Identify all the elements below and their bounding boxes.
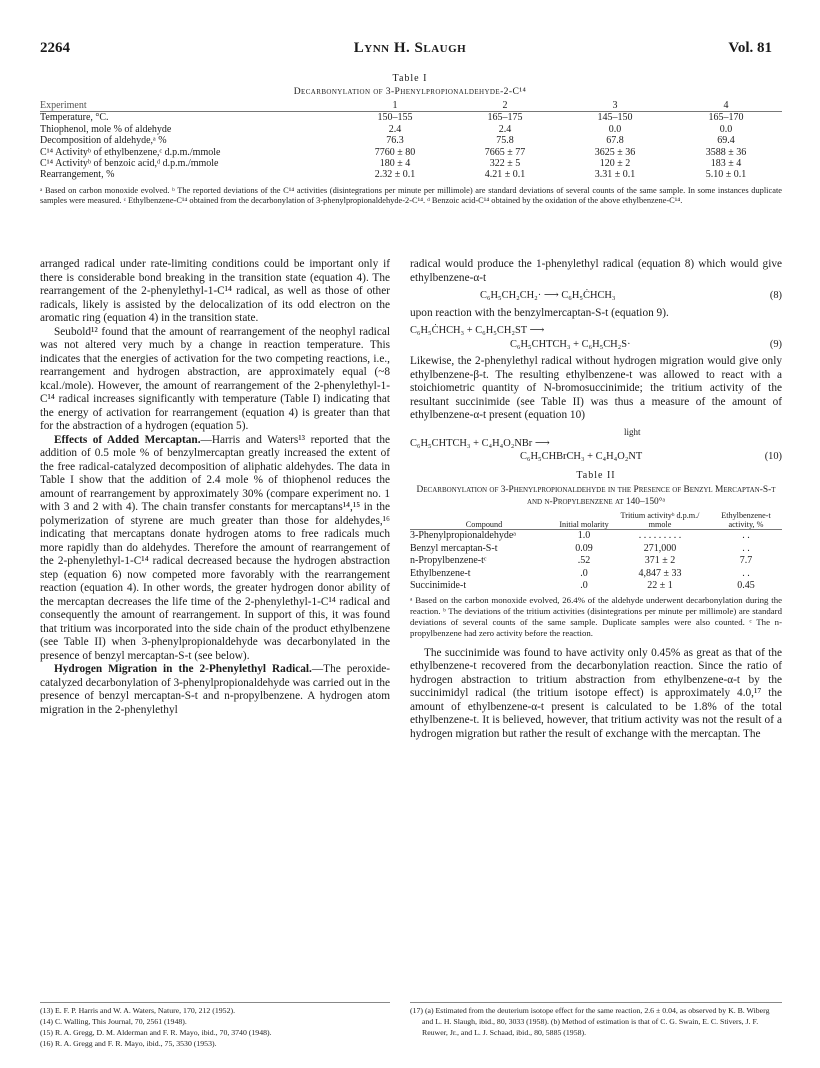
table1-cell: 183 ± 4 xyxy=(710,157,742,169)
table1-row-label: C¹⁴ Activityᵇ of benzoic acid,ᵈ d.p.m./mmole xyxy=(40,157,219,169)
table1-cell: 69.4 xyxy=(717,135,735,147)
volume-number: Vol. 81 xyxy=(728,40,772,56)
table1-row-label: Decomposition of aldehyde,ᵃ % xyxy=(40,135,167,147)
table2-cell: .0 xyxy=(580,567,588,579)
table2-cell: 22 ± 1 xyxy=(647,580,673,592)
table1-cell: 3588 ± 36 xyxy=(705,146,747,158)
equation-text: C₆H₅CHBrCH₃ + C₄H₄O₂NT xyxy=(520,451,643,462)
table1-cell: 76.3 xyxy=(386,135,404,147)
table2-row xyxy=(410,530,782,543)
table1 xyxy=(40,100,782,181)
page-number: 2264 xyxy=(40,40,70,56)
table1-cell: 322 ± 5 xyxy=(489,157,521,169)
table1-row-label: C¹⁴ Activityᵇ of ethylbenzene,ᶜ d.p.m./mmole xyxy=(40,146,221,158)
section-heading: Hydrogen Migration in the 2-Phenylethyl Radical. xyxy=(54,663,312,675)
table2-title: Decarbonylation of 3-Phenylpropionaldehyde in the Presence of Benzyl Mercaptan-S-t and n-Propylbenzene at 140–150°ᵃ xyxy=(416,485,776,507)
table1-row xyxy=(40,112,782,124)
table2-cell: .52 xyxy=(577,555,591,567)
footnotes-right xyxy=(410,1002,782,1038)
table2-cell: .0 xyxy=(580,580,588,592)
table1-cell: 2.4 xyxy=(388,123,402,135)
table1-row xyxy=(40,169,782,180)
footnotes-left xyxy=(40,1002,390,1049)
paragraph xyxy=(40,434,390,664)
table1-cell: 75.8 xyxy=(496,135,514,147)
equation-number: (9) xyxy=(769,338,782,350)
table2-row-label: Ethylbenzene-t xyxy=(410,567,471,579)
table1-cell: 2.32 ± 0.1 xyxy=(374,169,416,181)
table1-header-cell: Experiment xyxy=(40,100,340,112)
table1-cell: 3625 ± 36 xyxy=(594,146,636,158)
table1-header-cell: 2 xyxy=(450,100,560,112)
table2-cell: 1.0 xyxy=(577,530,591,541)
table2-cell: 0.45 xyxy=(737,580,755,592)
table1-row xyxy=(40,147,782,158)
table1-header-cell: 1 xyxy=(340,100,450,112)
equation-10 xyxy=(410,427,782,464)
table1-cell: 67.8 xyxy=(606,135,624,147)
paragraph-text: —The peroxide-catalyzed decarbonylation of 3-phenylpropionaldehyde was carried out in the presence of benzyl mercaptan-S-t and n-propylbenzene. A hydrogen atom migration in the 2-phenylethyl xyxy=(40,663,391,716)
equation-text: C₆H₅CHTCH₃ + C₄H₄O₂NBr ⟶ xyxy=(410,437,550,449)
footnote: (13) E. F. P. Harris and W. A. Waters, Nature, 170, 212 (1952). xyxy=(40,1006,236,1015)
table1-row xyxy=(40,135,782,146)
table1-row-label: Rearrangement, % xyxy=(40,169,115,181)
table2-cell: . . xyxy=(742,530,750,541)
table2-header-row xyxy=(410,511,782,530)
right-column xyxy=(410,258,782,741)
table1-notes: ᵃ Based on carbon monoxide evolved. ᵇ The reported deviations of the C¹⁴ activities (disintegrations per minute per millimole) are standard deviations of several counts of the same sample. In some instances duplicate samples were measured. ᶜ Ethylbenzene-C¹⁴ obtained from the decarbonylation of 3-phenylpropionaldehyde-2-C¹⁴. ᵈ Benzoic acid-C¹⁴ obtained by the oxidation of the above ethylbenzene-C¹⁴. xyxy=(40,186,782,205)
equation-text: C₆H₅ĊHCH₃ + C₆H₅CH₂ST ⟶ xyxy=(410,325,545,336)
paragraph: Likewise, the 2-phenylethyl radical without hydrogen migration would give only ethylbenzene-β-t. The resulting ethylbenzene-t was allowed to react with a stoichiometric quantity of N-bromosuccinimide; the tritium activity of the resultant succinimide (see Table II) was thus a measure of the amount of ethylbenzene-α-t present (equation 10) xyxy=(410,355,782,421)
table1-header-cell: 4 xyxy=(670,100,782,112)
table2-cell: . . xyxy=(742,542,750,554)
table2-row xyxy=(410,580,782,593)
footnote: (15) R. A. Gregg, D. M. Alderman and F. R. Mayo, ibid., 70, 3740 (1948). xyxy=(40,1028,272,1037)
table2-row xyxy=(410,568,782,581)
footnote: (14) C. Walling, This Journal, 70, 2561 (1948). xyxy=(40,1017,187,1026)
equation-9 xyxy=(410,324,782,351)
table2-cell: . . . . . . . . . xyxy=(638,530,682,541)
table2-header-cell: Ethylbenzene-t activity, % xyxy=(710,511,782,530)
equation-text: C₆H₅CH₂CH₂· ⟶ C₆H₅ĊHCH₃ xyxy=(480,290,616,301)
table1-row-label: Temperature, °C. xyxy=(40,112,109,124)
table2-cell: . . xyxy=(742,567,750,579)
table2-row xyxy=(410,543,782,556)
table1-cell: 3.31 ± 0.1 xyxy=(594,169,636,181)
equation-8 xyxy=(410,289,782,303)
left-column xyxy=(40,258,390,717)
equation-text: C₆H₅CHTCH₃ + C₆H₅CH₂S· xyxy=(510,338,631,350)
footnote: (16) R. A. Gregg and F. R. Mayo, ibid., 75, 3530 (1953). xyxy=(40,1039,217,1048)
running-author: Lynn H. Slaugh xyxy=(353,40,467,56)
table1-cell: 120 ± 2 xyxy=(599,157,631,169)
table1-label: Table I xyxy=(392,73,428,84)
paragraph: radical would produce the 1-phenylethyl radical (equation 8) which would give ethylbenzene-α-t xyxy=(410,258,782,284)
table1-cell: 2.4 xyxy=(498,123,512,135)
table2-cell: 0.09 xyxy=(575,542,593,554)
table1-cell: 180 ± 4 xyxy=(379,157,411,169)
table2-label: Table II xyxy=(576,469,616,481)
table1-cell: 145–150 xyxy=(597,112,633,124)
table2-header-cell: Compound xyxy=(410,511,558,530)
table1-cell: 7760 ± 80 xyxy=(374,146,416,158)
table1-cell: 0.0 xyxy=(608,123,622,135)
table2-row-label: 3-Phenylpropionaldehydeᵃ xyxy=(410,530,517,541)
table1-header-row xyxy=(40,100,782,112)
table2 xyxy=(410,511,782,593)
table2-row-label: n-Propylbenzene-tᶜ xyxy=(410,555,487,567)
equation-condition: light xyxy=(624,426,641,437)
table2-cell: 271,000 xyxy=(643,542,677,554)
table1-cell: 7665 ± 77 xyxy=(484,146,526,158)
table2-row xyxy=(410,555,782,568)
paragraph: The succinimide was found to have activity only 0.45% as great as that of the ethylbenzene-t recovered from the decarbonylation reaction. Since the ratio of hydrogen abstraction to tritium abstraction from ethylbenzene-α-t by the succinimidyl radical (the tritium isotope effect) is approximately 4.0,¹⁷ the amount of ethylbenzene-α-t present is calculated to be 1.8% of the total ethylbenzene-t. It is believed, however, that tritium activity was not the result of a hydrogen migration but rather the result of exchange with the mercaptan. The xyxy=(410,646,782,740)
table2-cell: 7.7 xyxy=(739,555,753,567)
table1-cell: 165–175 xyxy=(487,112,523,124)
paragraph-text: —Harris and Waters¹³ reported that the addition of 0.5 mole % of benzylmercaptan greatly increased the extent of the free radical-catalyzed decomposition of aliphatic aldehydes. The data in Table I show that the addition of 2.4 mole % of thiophenol reduces the amount of rearrangement by approximately 30% (compare experiment no. 1 with 3 and 2 with 4). The chain transfer constants for mercaptans¹⁴,¹⁵ in the polymerization of styrene are much greater than those for aldehydes,¹⁶ indicating that mercaptans donate hydrogen atoms to free radicals much more rapidly than do aldehydes. Therefore the amount of rearrangement of the 2-phenylethyl-1-C¹⁴ radical decreased because the hydrogen abstraction step (equation 6) now competed more favorably with the rearrangement reaction (equation 4). In other words, the greater hydrogen donor ability of the mercaptan decreases the life time of the 2-phenylethyl-1-C¹⁴ radical and consequently the amount of rearrangement. In support of this, it was found that tritium was incorporated into the side chain of the product ethylbenzene (see Table II) when 3-phenylpropionaldehyde was decarbonylated in the presence of benzyl mercaptan-S-t (see below). xyxy=(40,433,390,662)
paragraph xyxy=(40,663,390,717)
equation-number: (8) xyxy=(769,290,782,301)
table1-cell: 150–155 xyxy=(377,112,413,124)
table2-header-cell: Initial molarity xyxy=(558,511,610,530)
paragraph: arranged radical under rate-limiting conditions could be important only if there is considerable bond breaking in the transition state (equation 4). The rearrangement of the 2-phenylethyl-1-C¹⁴ radical, as well as those of other radicals, likely is assisted by the delocalization of its odd electron on the aromatic ring (equation 4) in the transition state. xyxy=(40,258,390,324)
table1-header-cell: 3 xyxy=(560,100,670,112)
table2-row-label: Succinimide-t xyxy=(410,580,467,592)
paragraph: upon reaction with the benzylmercaptan-S-t (equation 9). xyxy=(410,306,669,319)
table1-cell: 5.10 ± 0.1 xyxy=(705,169,747,181)
table1-title: Decarbonylation of 3-Phenylpropionaldehyde-2-C¹⁴ xyxy=(293,86,527,97)
paragraph: Seubold¹² found that the amount of rearrangement of the neophyl radical was not altered very much by a change in reaction temperature. This indicates that the energies of activation for the two competing reactions, i.e., rearrangement and hydrogen abstraction, are approximately equal (~8 kcal./mole). However, the amount of rearrangement of the 2-phenylethyl-1-C¹⁴ radical increases significantly with temperature (Table I) indicating that the energy of activation for rearrangement (equation 4) is greater than that for the abstraction of a hydrogen (equation 5). xyxy=(40,325,390,432)
table1-cell: 4.21 ± 0.1 xyxy=(484,169,526,181)
equation-number: (10) xyxy=(764,451,782,462)
section-heading: Effects of Added Mercaptan. xyxy=(54,433,201,446)
table2-cell: 371 ± 2 xyxy=(644,555,676,567)
table2-row-label: Benzyl mercaptan-S-t xyxy=(410,542,498,554)
table2-notes: ᵃ Based on the carbon monoxide evolved, 26.4% of the aldehyde underwent decarbonylation during the reaction. ᵇ The deviations of the tritium activities (disintegrations per minute per millimole) are standard deviations of several counts of the same sample. Duplicate samples were also counted. ᶜ The n-propylbenzene had zero activity before the reaction. xyxy=(410,594,782,638)
table2-cell: 4,847 ± 33 xyxy=(638,567,682,579)
table1-cell: 165–170 xyxy=(708,112,744,124)
table1-row xyxy=(40,124,782,135)
footnote: (17) (a) Estimated from the deuterium isotope effect for the same reaction, 2.6 ± 0.04, as observed by K. B. Wiberg and L. H. Slaugh, ibid., 80, 3033 (1958). (b) Method of estimation is that of C. G. Swain, E. C. Stivers, J. F. Reuwer, Jr., and L. J. Schaad, ibid., 80, 5885 (1958). xyxy=(410,1006,770,1037)
table1-row-label: Thiophenol, mole % of aldehyde xyxy=(40,123,172,135)
table1-row xyxy=(40,158,782,169)
table1-cell: 0.0 xyxy=(719,123,733,135)
table2-header-cell: Tritium activityᵇ d.p.m./ mmole xyxy=(610,511,710,530)
